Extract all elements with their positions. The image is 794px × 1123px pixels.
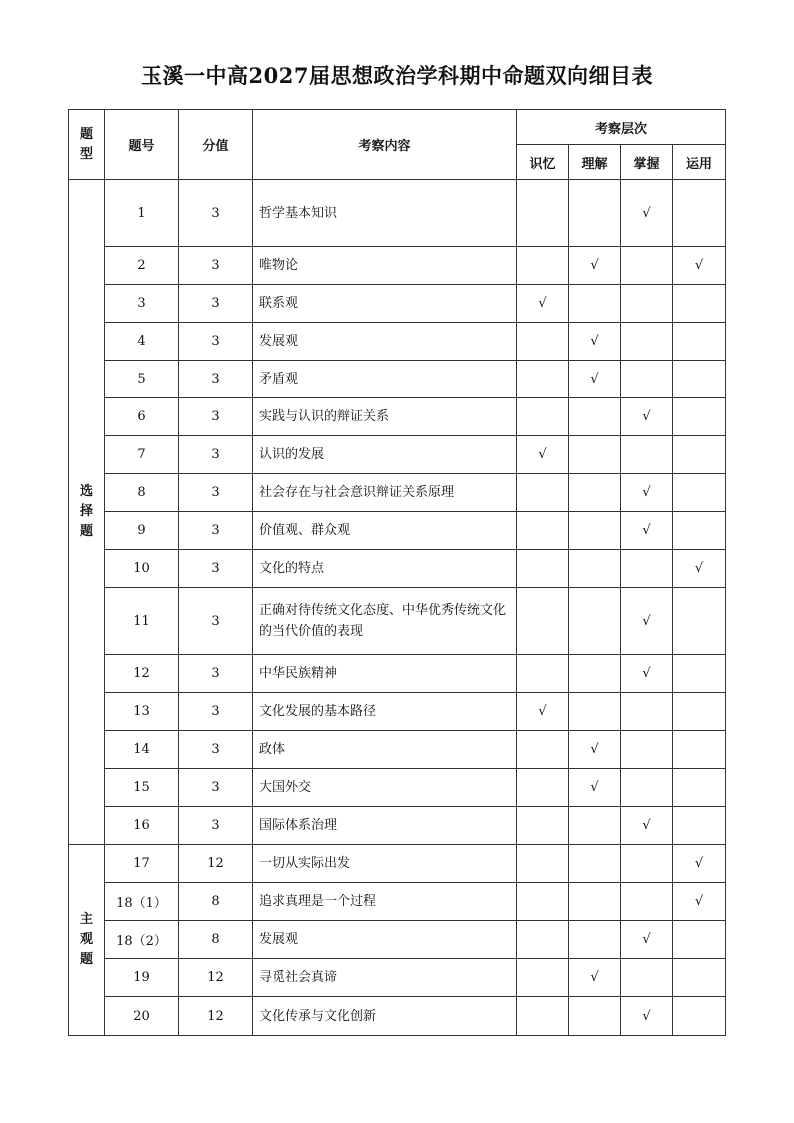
question-number: 12 — [105, 655, 179, 693]
question-score: 3 — [179, 398, 253, 436]
level-cell — [569, 883, 621, 921]
level-cell — [569, 588, 621, 655]
table-row — [69, 180, 726, 247]
header-number: 题号 — [105, 110, 179, 180]
level-cell — [517, 769, 569, 807]
specification-table — [68, 109, 726, 1036]
level-cell — [517, 361, 569, 398]
question-number: 2 — [105, 247, 179, 285]
question-content: 一切从实际出发 — [253, 845, 517, 883]
question-score: 3 — [179, 769, 253, 807]
level-cell: √ — [621, 180, 673, 247]
question-content: 实践与认识的辩证关系 — [253, 398, 517, 436]
level-cell — [517, 883, 569, 921]
level-cell — [621, 693, 673, 731]
level-cell — [621, 731, 673, 769]
level-cell — [621, 361, 673, 398]
level-cell — [621, 769, 673, 807]
question-score: 3 — [179, 693, 253, 731]
level-cell — [569, 997, 621, 1036]
level-cell — [569, 693, 621, 731]
level-cell — [673, 731, 726, 769]
question-number: 10 — [105, 550, 179, 588]
question-content: 发展观 — [253, 921, 517, 959]
question-number: 4 — [105, 323, 179, 361]
question-score: 3 — [179, 655, 253, 693]
section-type-label: 选择题 — [79, 484, 93, 539]
level-cell: √ — [621, 588, 673, 655]
question-number: 5 — [105, 361, 179, 398]
level-cell: √ — [569, 361, 621, 398]
table-row — [69, 731, 726, 769]
table-row — [69, 398, 726, 436]
level-cell — [673, 588, 726, 655]
level-cell: √ — [621, 512, 673, 550]
question-number: 20 — [105, 997, 179, 1036]
page-title: 玉溪一中高2027届思想政治学科期中命题双向细目表 — [141, 63, 653, 88]
question-number: 9 — [105, 512, 179, 550]
level-cell — [673, 436, 726, 474]
level-cell — [673, 180, 726, 247]
question-number: 8 — [105, 474, 179, 512]
level-cell — [517, 731, 569, 769]
level-cell: √ — [569, 247, 621, 285]
level-cell — [517, 474, 569, 512]
question-content: 文化传承与文化创新 — [253, 997, 517, 1036]
question-score: 3 — [179, 361, 253, 398]
question-content: 国际体系治理 — [253, 807, 517, 845]
level-cell: √ — [621, 655, 673, 693]
question-score: 12 — [179, 959, 253, 997]
header-content: 考察内容 — [253, 110, 517, 180]
level-cell — [621, 550, 673, 588]
question-number: 3 — [105, 285, 179, 323]
level-cell — [517, 180, 569, 247]
question-content: 寻觅社会真谛 — [253, 959, 517, 997]
level-cell: √ — [569, 323, 621, 361]
question-score: 3 — [179, 247, 253, 285]
level-cell — [621, 323, 673, 361]
level-cell — [517, 512, 569, 550]
level-cell: √ — [673, 550, 726, 588]
level-cell — [673, 285, 726, 323]
level-cell — [569, 807, 621, 845]
level-cell — [621, 436, 673, 474]
table-row — [69, 845, 726, 883]
question-content: 正确对待传统文化态度、中华优秀传统文化的当代价值的表现 — [253, 588, 517, 655]
question-score: 3 — [179, 807, 253, 845]
table-row — [69, 247, 726, 285]
level-cell — [569, 550, 621, 588]
question-score: 3 — [179, 323, 253, 361]
level-cell — [517, 588, 569, 655]
level-cell: √ — [621, 997, 673, 1036]
question-score: 3 — [179, 550, 253, 588]
level-cell — [517, 997, 569, 1036]
level-cell — [517, 807, 569, 845]
level-cell: √ — [673, 247, 726, 285]
level-cell — [517, 921, 569, 959]
table-row — [69, 512, 726, 550]
question-content: 中华民族精神 — [253, 655, 517, 693]
table-row — [69, 693, 726, 731]
question-score: 8 — [179, 921, 253, 959]
table-row — [69, 959, 726, 997]
question-content: 认识的发展 — [253, 436, 517, 474]
question-score: 3 — [179, 588, 253, 655]
question-number: 15 — [105, 769, 179, 807]
level-cell — [621, 883, 673, 921]
table-row — [69, 550, 726, 588]
level-cell — [517, 323, 569, 361]
question-score: 12 — [179, 845, 253, 883]
level-cell — [621, 247, 673, 285]
level-cell — [517, 655, 569, 693]
level-cell: √ — [621, 807, 673, 845]
table-row — [69, 997, 726, 1036]
header-level-apply: 运用 — [673, 145, 726, 180]
level-cell — [673, 361, 726, 398]
question-number: 18（1） — [105, 883, 179, 921]
question-content: 发展观 — [253, 323, 517, 361]
question-score: 3 — [179, 512, 253, 550]
question-score: 3 — [179, 180, 253, 247]
level-cell: √ — [517, 285, 569, 323]
level-cell — [673, 921, 726, 959]
level-cell: √ — [673, 845, 726, 883]
question-score: 12 — [179, 997, 253, 1036]
question-number: 16 — [105, 807, 179, 845]
level-cell — [569, 180, 621, 247]
level-cell: √ — [673, 883, 726, 921]
table-row — [69, 474, 726, 512]
level-cell — [673, 512, 726, 550]
question-number: 1 — [105, 180, 179, 247]
question-number: 17 — [105, 845, 179, 883]
level-cell — [569, 845, 621, 883]
level-cell: √ — [621, 921, 673, 959]
header-level-understand: 理解 — [569, 145, 621, 180]
level-cell — [673, 655, 726, 693]
question-content: 社会存在与社会意识辩证关系原理 — [253, 474, 517, 512]
table-row — [69, 921, 726, 959]
question-content: 矛盾观 — [253, 361, 517, 398]
level-cell: √ — [517, 436, 569, 474]
level-cell: √ — [569, 731, 621, 769]
level-cell: √ — [621, 398, 673, 436]
level-cell — [569, 512, 621, 550]
level-cell — [673, 323, 726, 361]
level-cell — [569, 436, 621, 474]
table-row — [69, 769, 726, 807]
table-row — [69, 655, 726, 693]
level-cell — [517, 959, 569, 997]
table-row — [69, 883, 726, 921]
level-cell — [517, 550, 569, 588]
level-cell — [673, 959, 726, 997]
header-level-recall: 识忆 — [517, 145, 569, 180]
level-cell — [569, 655, 621, 693]
table-row — [69, 588, 726, 655]
level-cell — [569, 474, 621, 512]
section-type-cell — [69, 180, 105, 845]
question-score: 8 — [179, 883, 253, 921]
question-content: 文化发展的基本路径 — [253, 693, 517, 731]
header-level-master: 掌握 — [621, 145, 673, 180]
question-content: 联系观 — [253, 285, 517, 323]
question-number: 19 — [105, 959, 179, 997]
question-number: 14 — [105, 731, 179, 769]
question-score: 3 — [179, 731, 253, 769]
level-cell: √ — [569, 769, 621, 807]
level-cell — [569, 285, 621, 323]
level-cell — [673, 807, 726, 845]
level-cell — [517, 845, 569, 883]
section-type-label: 主观题 — [79, 912, 93, 967]
level-cell — [517, 247, 569, 285]
table-row — [69, 323, 726, 361]
level-cell — [673, 398, 726, 436]
level-cell: √ — [569, 959, 621, 997]
question-score: 3 — [179, 436, 253, 474]
question-content: 大国外交 — [253, 769, 517, 807]
question-content: 哲学基本知识 — [253, 180, 517, 247]
question-content: 唯物论 — [253, 247, 517, 285]
question-score: 3 — [179, 285, 253, 323]
level-cell — [621, 959, 673, 997]
level-cell: √ — [517, 693, 569, 731]
table-row — [69, 807, 726, 845]
table-row — [69, 436, 726, 474]
table-row — [69, 285, 726, 323]
question-number: 11 — [105, 588, 179, 655]
question-number: 18（2） — [105, 921, 179, 959]
question-number: 13 — [105, 693, 179, 731]
question-number: 6 — [105, 398, 179, 436]
level-cell — [673, 693, 726, 731]
level-cell: √ — [621, 474, 673, 512]
level-cell — [569, 398, 621, 436]
question-score: 3 — [179, 474, 253, 512]
question-content: 价值观、群众观 — [253, 512, 517, 550]
header-score: 分值 — [179, 110, 253, 180]
level-cell — [517, 398, 569, 436]
question-content: 政体 — [253, 731, 517, 769]
section-type-cell — [69, 845, 105, 1036]
header-levels: 考察层次 — [517, 110, 726, 145]
level-cell — [673, 769, 726, 807]
header-type: 题型 — [69, 110, 105, 180]
level-cell — [569, 921, 621, 959]
level-cell — [673, 997, 726, 1036]
question-number: 7 — [105, 436, 179, 474]
level-cell — [621, 285, 673, 323]
level-cell — [673, 474, 726, 512]
question-content: 追求真理是一个过程 — [253, 883, 517, 921]
table-row — [69, 361, 726, 398]
question-content: 文化的特点 — [253, 550, 517, 588]
level-cell — [621, 845, 673, 883]
